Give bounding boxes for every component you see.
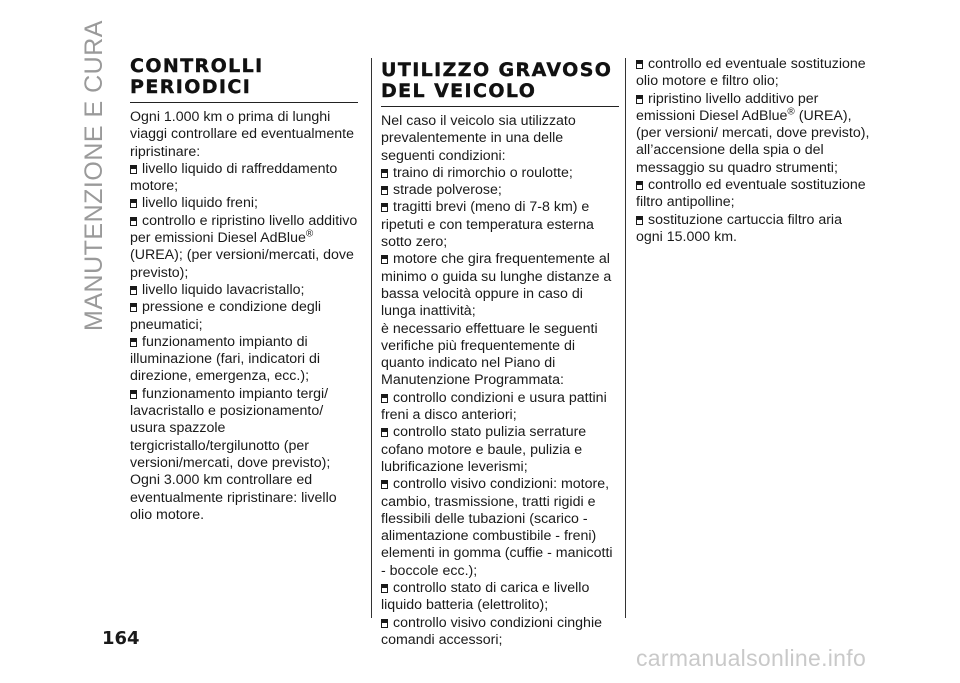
list-item: controllo visivo condizioni cinghie comandi accessori; bbox=[381, 614, 602, 648]
list-item: tragitti brevi (meno di 7-8 km) e ripetuti e con temperatura esterna sotto zero; bbox=[381, 199, 594, 251]
checkbox-bullet-icon bbox=[381, 394, 388, 403]
list-item: controllo visivo condizioni: motore, cambio, trasmissione, tratti rigidi e flessibili delle tubazioni (scarico - alimentazione combustibile - freni) elementi in gomma (cuffie - manicotti - boccole ecc.); bbox=[381, 476, 613, 579]
checkbox-bullet-icon bbox=[381, 186, 388, 195]
checkbox-bullet-icon bbox=[130, 338, 137, 347]
checkbox-bullet-icon bbox=[130, 303, 137, 312]
list-item: livello liquido freni; bbox=[130, 195, 358, 212]
list-item: traino di rimorchio o roulotte; bbox=[381, 165, 619, 182]
list-item: controllo ed eventuale sostituzione olio motore e filtro olio; bbox=[636, 56, 866, 90]
list-item: controllo ed eventuale sostituzione filtro antipolline; bbox=[636, 177, 866, 211]
list-item: pressione e condizione degli pneumatici; bbox=[130, 299, 322, 333]
checkbox-bullet-icon bbox=[636, 216, 643, 225]
section-side-tab bbox=[76, 19, 112, 331]
heading-line-2: PERIODICI bbox=[130, 76, 252, 98]
registered-mark: ® bbox=[787, 106, 795, 118]
checkbox-bullet-icon bbox=[381, 203, 388, 212]
checkbox-bullet-icon bbox=[130, 286, 137, 295]
watermark: carmanualsonline.info bbox=[636, 645, 867, 671]
list-item: strade polverose; bbox=[381, 182, 619, 199]
checkbox-bullet-icon bbox=[636, 181, 643, 190]
page-number: 164 bbox=[102, 628, 140, 649]
list-item: controllo stato pulizia serrature cofano motore e baule, pulizia e lubrificazione leverismi; bbox=[381, 424, 587, 475]
checkbox-bullet-icon bbox=[381, 619, 388, 628]
checkbox-bullet-icon bbox=[130, 165, 137, 174]
heading-line-1: UTILIZZO GRAVOSO bbox=[381, 59, 613, 81]
checkbox-bullet-icon bbox=[381, 480, 388, 489]
column-divider-1 bbox=[371, 58, 372, 618]
list-item: controllo stato di carica e livello liquido batteria (elettrolito); bbox=[381, 580, 590, 614]
intro-paragraph: Ogni 1.000 km o prima di lunghi viaggi controllare ed eventualmente ripristinare: bbox=[130, 109, 354, 160]
checkbox-bullet-icon bbox=[381, 584, 388, 593]
registered-mark: ® bbox=[305, 228, 314, 240]
list-item: ripristino livello additivo per emissioni Diesel AdBlue® (UREA), (per versioni/ mercati, dove previsto), all’accensione della spia o del messaggio su quadro strumenti; bbox=[636, 90, 870, 176]
list-item: funzionamento impianto tergi/ lavacristallo e posizionamento/ usura spazzole tergicristallo/tergilunotto (per versioni/mercati, dove previsto); bbox=[130, 385, 331, 471]
intro-paragraph: Nel caso il veicolo sia utilizzato prevalentemente in una delle seguenti condizioni: bbox=[381, 113, 576, 164]
list-item: controllo e ripristino livello additivo per emissioni Diesel AdBlue® (UREA); (per versioni/mercati, dove previsto); bbox=[130, 212, 358, 281]
list-item: motore che gira frequentemente al minimo o guida su lunghe distanze a bassa velocità oppure in caso di lunga inattività; bbox=[381, 251, 612, 320]
outro-paragraph: Ogni 3.000 km controllare ed eventualmente ripristinare: livello olio motore. bbox=[130, 472, 337, 523]
list-item: controllo condizioni e usura pattini freni a disco anteriori; bbox=[381, 389, 607, 424]
checkbox-bullet-icon bbox=[636, 60, 643, 69]
checkbox-bullet-icon bbox=[381, 255, 388, 264]
list-item: livello liquido di raffreddamento motore; bbox=[130, 160, 338, 195]
column-utilizzo-gravoso bbox=[381, 60, 619, 649]
heading-line-1: CONTROLLI bbox=[130, 55, 264, 77]
column-continuation bbox=[636, 56, 872, 246]
checkbox-bullet-icon bbox=[381, 169, 388, 178]
checkbox-bullet-icon bbox=[130, 390, 137, 399]
heading-utilizzo-gravoso bbox=[381, 60, 619, 107]
list-item: sostituzione cartuccia filtro aria ogni 15.000 km. bbox=[636, 211, 842, 245]
checkbox-bullet-icon bbox=[636, 95, 643, 104]
checkbox-bullet-icon bbox=[381, 428, 388, 437]
list-item: livello liquido lavacristallo; bbox=[130, 282, 358, 299]
checkbox-bullet-icon bbox=[130, 199, 137, 208]
column-divider-2 bbox=[625, 58, 626, 618]
list-item: funzionamento impianto di illuminazione (fari, indicatori di direzione, emergenza, ecc.); bbox=[130, 333, 321, 385]
heading-controlli-periodici bbox=[130, 56, 358, 103]
section-side-tab-label: MANUTENZIONE E CURA bbox=[79, 19, 108, 331]
column-controlli-periodici bbox=[130, 56, 358, 524]
middle-paragraph: è necessario effettuare le seguenti verifiche più frequentemente di quanto indicato nel Piano di Manutenzione Programmata: bbox=[381, 320, 598, 389]
checkbox-bullet-icon bbox=[130, 217, 137, 226]
heading-line-2: DEL VEICOLO bbox=[381, 80, 537, 102]
